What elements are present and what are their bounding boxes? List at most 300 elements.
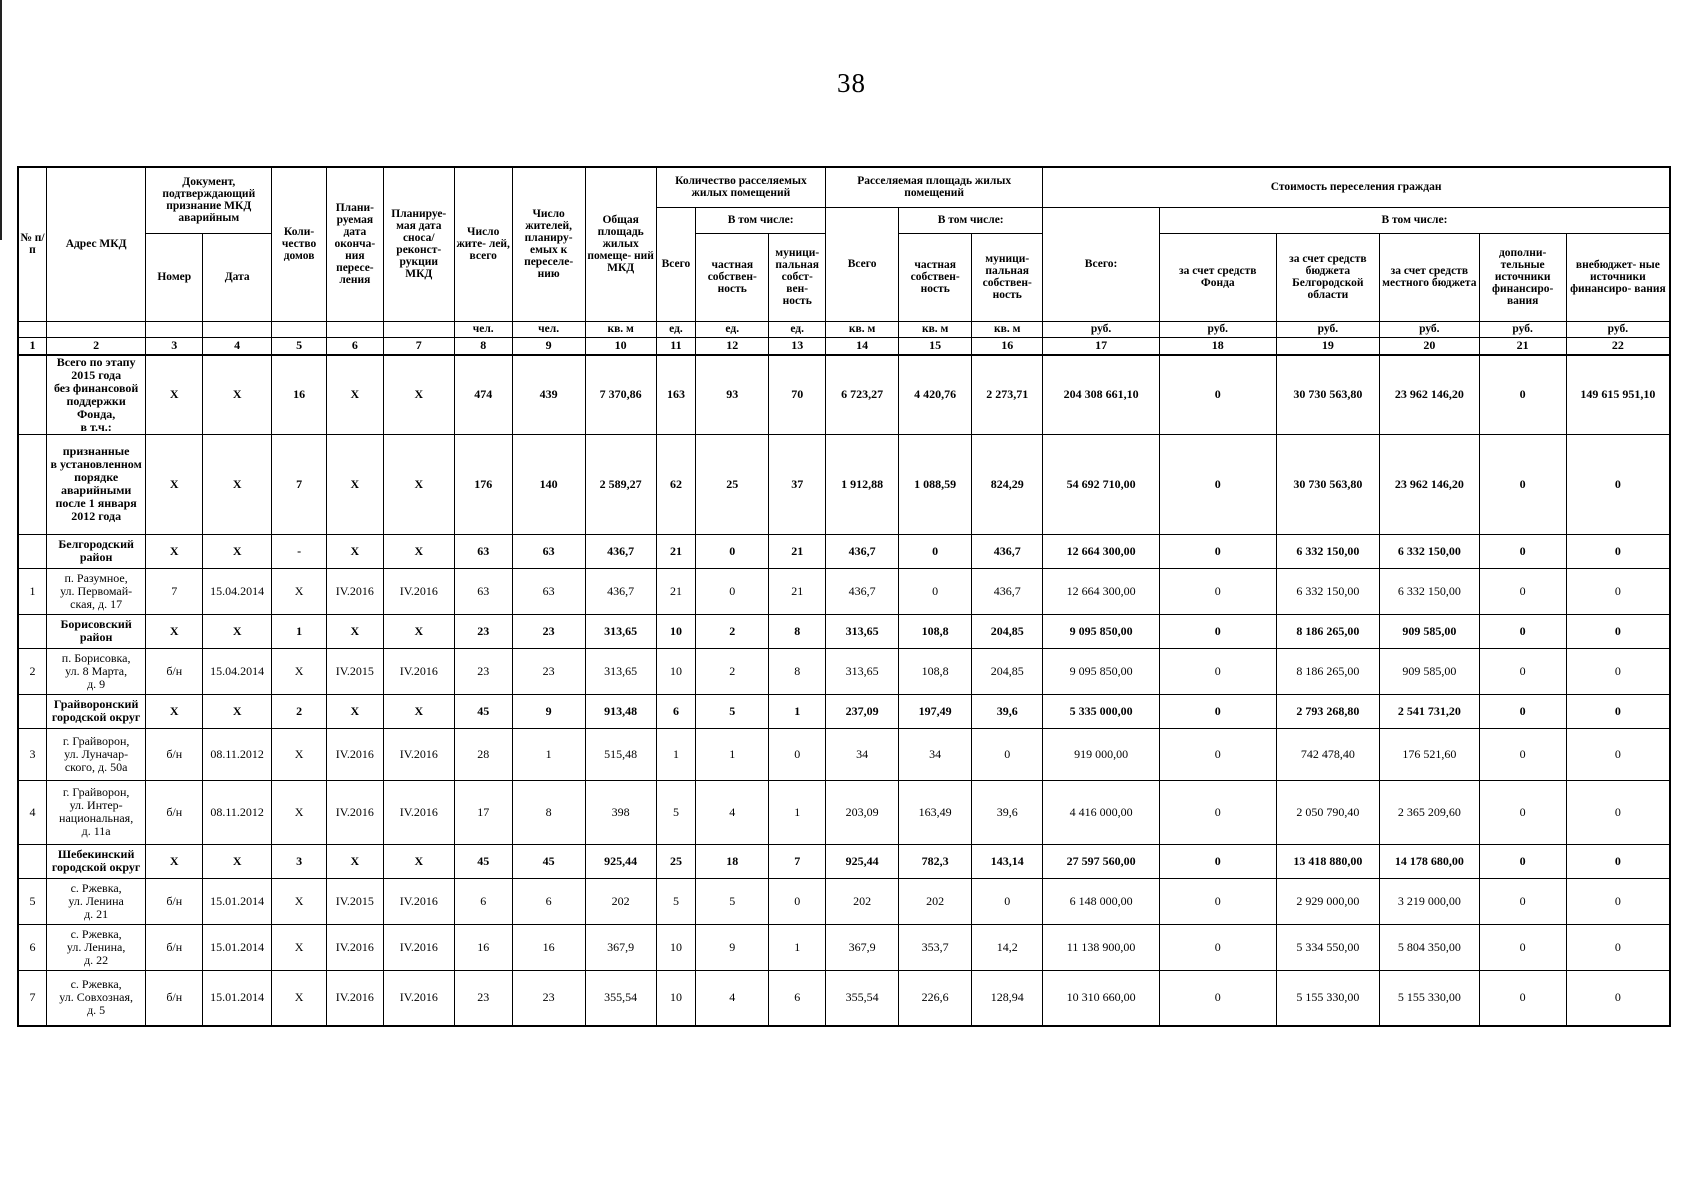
address-cell: г. Грайворон, ул. Интер- национальная, д. 11а: [46, 780, 145, 844]
table-cell: IV.2016: [326, 780, 383, 844]
table-row-subtotal: [18, 844, 1670, 878]
table-cell: X: [326, 355, 383, 435]
table-cell: 0: [1566, 434, 1670, 534]
table-cell: IV.2016: [326, 728, 383, 780]
table-cell: [18, 614, 46, 648]
header-planned-end: Плани- руемая дата оконча- ния пересе- ления: [326, 167, 383, 321]
table-cell: 5 334 550,00: [1276, 924, 1379, 970]
column-number: 19: [1276, 337, 1379, 355]
address-cell: с. Ржевка, ул. Ленина, д. 22: [46, 924, 145, 970]
table-cell: X: [203, 844, 272, 878]
header-cost-group: Стоимость переселения граждан: [1043, 167, 1670, 207]
table-cell: 23 962 146,20: [1380, 355, 1479, 435]
table-cell: X: [203, 614, 272, 648]
header-local: за счет средств местного бюджета: [1380, 233, 1479, 321]
table-cell: 8: [512, 780, 585, 844]
table-cell: IV.2016: [383, 648, 454, 694]
table-cell: 5 155 330,00: [1380, 970, 1479, 1026]
table-cell: 355,54: [585, 970, 656, 1026]
resettlement-table: [17, 166, 1671, 1027]
table-cell: 355,54: [826, 970, 899, 1026]
table-cell: 313,65: [585, 614, 656, 648]
unit-cell: [326, 321, 383, 337]
table-cell: 10: [656, 970, 696, 1026]
table-cell: б/н: [146, 728, 203, 780]
table-cell: 1 912,88: [826, 434, 899, 534]
unit-cell: кв. м: [826, 321, 899, 337]
column-number: 14: [826, 337, 899, 355]
table-cell: IV.2015: [326, 878, 383, 924]
column-number: 16: [972, 337, 1043, 355]
table-cell: 925,44: [585, 844, 656, 878]
table-cell: 204,85: [972, 648, 1043, 694]
table-row: [18, 970, 1670, 1026]
header-cost-incl: В том числе:: [1159, 207, 1670, 233]
table-cell: 25: [656, 844, 696, 878]
table-cell: 63: [454, 534, 512, 568]
table-cell: 0: [1159, 434, 1276, 534]
table-cell: 15.01.2014: [203, 924, 272, 970]
table-cell: 21: [656, 568, 696, 614]
table-cell: 15.01.2014: [203, 970, 272, 1026]
table-cell: 0: [1479, 614, 1566, 648]
table-cell: 21: [656, 534, 696, 568]
table-cell: 0: [1159, 614, 1276, 648]
table-cell: 4: [696, 970, 769, 1026]
table-cell: 12 664 300,00: [1043, 534, 1160, 568]
table-cell: 12 664 300,00: [1043, 568, 1160, 614]
table-cell: 0: [1159, 648, 1276, 694]
table-cell: 0: [972, 878, 1043, 924]
table-cell: 39,6: [972, 694, 1043, 728]
table-cell: IV.2016: [326, 568, 383, 614]
table-cell: [18, 355, 46, 435]
table-cell: 0: [1479, 694, 1566, 728]
table-cell: 0: [769, 728, 826, 780]
table-row: [18, 780, 1670, 844]
column-number: 8: [454, 337, 512, 355]
unit-cell: руб.: [1566, 321, 1670, 337]
table-cell: 3: [18, 728, 46, 780]
table-cell: 3: [272, 844, 327, 878]
unit-cell: ед.: [696, 321, 769, 337]
table-cell: 0: [1566, 844, 1670, 878]
table-cell: X: [272, 878, 327, 924]
table-cell: 0: [1159, 694, 1276, 728]
table-cell: 9: [512, 694, 585, 728]
column-number: 15: [899, 337, 972, 355]
table-cell: б/н: [146, 924, 203, 970]
table-cell: IV.2016: [383, 568, 454, 614]
table-cell: 909 585,00: [1380, 648, 1479, 694]
table-cell: 0: [1159, 780, 1276, 844]
table-cell: 0: [769, 878, 826, 924]
table-cell: 5: [656, 878, 696, 924]
table-cell: 0: [1479, 780, 1566, 844]
table-cell: б/н: [146, 780, 203, 844]
table-cell: 0: [1479, 568, 1566, 614]
table-cell: 6: [18, 924, 46, 970]
header-residents-total: Число жите- лей, всего: [454, 167, 512, 321]
table-cell: 8 186 265,00: [1276, 614, 1379, 648]
table-cell: 6 332 150,00: [1380, 568, 1479, 614]
unit-cell: руб.: [1380, 321, 1479, 337]
column-number: 9: [512, 337, 585, 355]
table-cell: 0: [1479, 878, 1566, 924]
table-cell: 25: [696, 434, 769, 534]
table-cell: X: [203, 434, 272, 534]
unit-cell: руб.: [1479, 321, 1566, 337]
table-cell: 4: [696, 780, 769, 844]
table-cell: X: [146, 694, 203, 728]
table-cell: 39,6: [972, 780, 1043, 844]
table-cell: [18, 844, 46, 878]
column-number: 4: [203, 337, 272, 355]
header-rooms-incl: В том числе:: [696, 207, 826, 233]
table-cell: 436,7: [972, 568, 1043, 614]
unit-cell: [383, 321, 454, 337]
table-cell: 2: [18, 648, 46, 694]
unit-cell: кв. м: [585, 321, 656, 337]
table-cell: 2: [696, 614, 769, 648]
table-cell: 63: [512, 534, 585, 568]
table-cell: 515,48: [585, 728, 656, 780]
table-cell: 436,7: [585, 568, 656, 614]
table-cell: IV.2016: [383, 878, 454, 924]
table-cell: 143,14: [972, 844, 1043, 878]
unit-cell: руб.: [1043, 321, 1160, 337]
header-area-municipal: муници- пальная собствен- ность: [972, 233, 1043, 321]
column-number: 22: [1566, 337, 1670, 355]
table-cell: 313,65: [585, 648, 656, 694]
table-cell: 108,8: [899, 614, 972, 648]
table-cell: 93: [696, 355, 769, 435]
table-cell: 6 723,27: [826, 355, 899, 435]
table-cell: X: [272, 728, 327, 780]
table-cell: 0: [1159, 924, 1276, 970]
table-cell: 10 310 660,00: [1043, 970, 1160, 1026]
table-cell: 4: [18, 780, 46, 844]
table-cell: 163,49: [899, 780, 972, 844]
table-cell: X: [146, 355, 203, 435]
column-number: 21: [1479, 337, 1566, 355]
table-cell: 34: [899, 728, 972, 780]
table-cell: IV.2016: [383, 970, 454, 1026]
table-cell: IV.2016: [326, 970, 383, 1026]
table-cell: 1: [696, 728, 769, 780]
table-cell: 436,7: [826, 568, 899, 614]
table-cell: 108,8: [899, 648, 972, 694]
table-cell: 202: [826, 878, 899, 924]
header-rooms-all: Всего: [656, 207, 696, 321]
table-cell: 62: [656, 434, 696, 534]
table-cell: 45: [454, 844, 512, 878]
table-cell: 2: [696, 648, 769, 694]
address-cell: п. Разумное, ул. Первомай- ская, д. 17: [46, 568, 145, 614]
table-cell: 45: [512, 844, 585, 878]
unit-cell: кв. м: [972, 321, 1043, 337]
table-cell: 14,2: [972, 924, 1043, 970]
table-cell: 23: [512, 970, 585, 1026]
table-cell: 436,7: [972, 534, 1043, 568]
table-body: [18, 355, 1670, 1027]
table-row-subtotal: [18, 434, 1670, 534]
table-cell: 16: [454, 924, 512, 970]
table-cell: [18, 434, 46, 534]
column-number: 2: [46, 337, 145, 355]
table-cell: X: [383, 844, 454, 878]
table-cell: X: [272, 924, 327, 970]
table-cell: 237,09: [826, 694, 899, 728]
header-rooms-group: Количество расселяемых жилых помещений: [656, 167, 825, 207]
table-cell: 08.11.2012: [203, 780, 272, 844]
table-cell: 37: [769, 434, 826, 534]
table-cell: X: [383, 694, 454, 728]
table-cell: 0: [1479, 844, 1566, 878]
table-cell: 2 273,71: [972, 355, 1043, 435]
column-number: 18: [1159, 337, 1276, 355]
table-cell: 0: [1159, 970, 1276, 1026]
table-cell: IV.2016: [326, 924, 383, 970]
table-cell: 21: [769, 568, 826, 614]
table-cell: 367,9: [826, 924, 899, 970]
table-cell: 7: [18, 970, 46, 1026]
unit-cell: ед.: [656, 321, 696, 337]
table-cell: 0: [1479, 534, 1566, 568]
table-cell: 23: [454, 970, 512, 1026]
unit-cell: [18, 321, 46, 337]
table-cell: 63: [512, 568, 585, 614]
table-cell: 63: [454, 568, 512, 614]
table-cell: X: [272, 780, 327, 844]
table-cell: 10: [656, 614, 696, 648]
table-cell: IV.2016: [383, 924, 454, 970]
table-cell: б/н: [146, 878, 203, 924]
table-cell: X: [326, 534, 383, 568]
table-cell: 367,9: [585, 924, 656, 970]
header-regional: за счет средств бюджета Белгородской области: [1276, 233, 1379, 321]
table-cell: 6: [769, 970, 826, 1026]
table-cell: 13 418 880,00: [1276, 844, 1379, 878]
table-cell: 6: [454, 878, 512, 924]
table-row-subtotal: [18, 694, 1670, 728]
address-cell: Всего по этапу 2015 года без финансовой поддержки Фонда, в т.ч.:: [46, 355, 145, 435]
table-cell: 176 521,60: [1380, 728, 1479, 780]
table-cell: 202: [585, 878, 656, 924]
table-cell: 2 050 790,40: [1276, 780, 1379, 844]
table-cell: IV.2016: [383, 780, 454, 844]
address-cell: Шебекинский городской округ: [46, 844, 145, 878]
table-cell: X: [383, 355, 454, 435]
table-cell: X: [146, 434, 203, 534]
table-cell: 7: [769, 844, 826, 878]
table-cell: 0: [1566, 924, 1670, 970]
page-edge-line: [0, 0, 2, 240]
table-row: [18, 924, 1670, 970]
table-cell: X: [146, 534, 203, 568]
table-cell: 0: [1159, 878, 1276, 924]
units-row: [18, 321, 1670, 337]
table-cell: 0: [1479, 355, 1566, 435]
table-cell: 140: [512, 434, 585, 534]
table-cell: 0: [972, 728, 1043, 780]
unit-cell: [146, 321, 203, 337]
table-cell: X: [383, 534, 454, 568]
table-cell: X: [326, 614, 383, 648]
table-cell: 925,44: [826, 844, 899, 878]
unit-cell: [46, 321, 145, 337]
table-cell: 353,7: [899, 924, 972, 970]
table-cell: 0: [696, 568, 769, 614]
table-cell: 2 589,27: [585, 434, 656, 534]
header-residents-planned: Число жителей, планиру- емых к переселе- нию: [512, 167, 585, 321]
column-number: 17: [1043, 337, 1160, 355]
table-cell: 0: [1159, 568, 1276, 614]
table-cell: 919 000,00: [1043, 728, 1160, 780]
header-rooms-private: частная собствен- ность: [696, 233, 769, 321]
table-cell: 436,7: [826, 534, 899, 568]
column-number: 13: [769, 337, 826, 355]
table-cell: 2 929 000,00: [1276, 878, 1379, 924]
table-cell: 128,94: [972, 970, 1043, 1026]
table-cell: X: [383, 434, 454, 534]
table-cell: 824,29: [972, 434, 1043, 534]
table-row: [18, 728, 1670, 780]
table-cell: 5 335 000,00: [1043, 694, 1160, 728]
column-numbers-row: [18, 337, 1670, 355]
table-cell: 0: [1479, 970, 1566, 1026]
table-row: [18, 878, 1670, 924]
table-cell: 16: [512, 924, 585, 970]
table-cell: 439: [512, 355, 585, 435]
table-cell: 1: [769, 694, 826, 728]
table-cell: б/н: [146, 648, 203, 694]
table-cell: 1: [769, 924, 826, 970]
table-cell: 23: [454, 648, 512, 694]
unit-cell: ед.: [769, 321, 826, 337]
table-cell: 08.11.2012: [203, 728, 272, 780]
table-cell: 163: [656, 355, 696, 435]
table-cell: 1 088,59: [899, 434, 972, 534]
column-number: 20: [1380, 337, 1479, 355]
table-cell: 0: [1159, 355, 1276, 435]
header-doc-date: Дата: [203, 233, 272, 321]
table-cell: 2 541 731,20: [1380, 694, 1479, 728]
table-cell: 5 804 350,00: [1380, 924, 1479, 970]
table-cell: X: [383, 614, 454, 648]
header-area-incl: В том числе:: [899, 207, 1043, 233]
column-number: 7: [383, 337, 454, 355]
table-cell: 9 095 850,00: [1043, 614, 1160, 648]
table-cell: 0: [696, 534, 769, 568]
unit-cell: чел.: [454, 321, 512, 337]
table-cell: 7 370,86: [585, 355, 656, 435]
table-cell: 10: [656, 924, 696, 970]
table-cell: 8: [769, 648, 826, 694]
table-cell: 45: [454, 694, 512, 728]
table-cell: 0: [1566, 648, 1670, 694]
table-cell: X: [272, 568, 327, 614]
table-cell: 0: [1479, 924, 1566, 970]
column-number: 1: [18, 337, 46, 355]
table-cell: 9 095 850,00: [1043, 648, 1160, 694]
column-number: 11: [656, 337, 696, 355]
header-houses-count: Коли- чество домов: [272, 167, 327, 321]
table-cell: 0: [1566, 694, 1670, 728]
table-cell: X: [272, 970, 327, 1026]
address-cell: с. Ржевка, ул. Совхозная, д. 5: [46, 970, 145, 1026]
table-cell: X: [326, 694, 383, 728]
header-document: Документ, подтверждающий признание МКД аварийным: [146, 167, 272, 233]
table-cell: 5: [656, 780, 696, 844]
table-cell: 15.04.2014: [203, 568, 272, 614]
table-row: [18, 648, 1670, 694]
table-cell: 23: [454, 614, 512, 648]
table-cell: 2 365 209,60: [1380, 780, 1479, 844]
table-cell: 204,85: [972, 614, 1043, 648]
header-total-area: Общая площадь жилых помеще- ний МКД: [585, 167, 656, 321]
table-cell: 4 416 000,00: [1043, 780, 1160, 844]
table-cell: 1: [512, 728, 585, 780]
table-row-subtotal: [18, 534, 1670, 568]
header-doc-number: Номер: [146, 233, 203, 321]
table-cell: [18, 534, 46, 568]
table-cell: 34: [826, 728, 899, 780]
table-cell: X: [203, 534, 272, 568]
column-number: 10: [585, 337, 656, 355]
table-cell: 6: [656, 694, 696, 728]
address-cell: г. Грайворон, ул. Луначар- ского, д. 50а: [46, 728, 145, 780]
table-cell: X: [326, 434, 383, 534]
table-cell: 27 597 560,00: [1043, 844, 1160, 878]
table-cell: 3 219 000,00: [1380, 878, 1479, 924]
table-cell: 0: [1566, 614, 1670, 648]
table-cell: 8: [769, 614, 826, 648]
table-cell: X: [146, 844, 203, 878]
table-cell: 5: [696, 878, 769, 924]
address-cell: Белгородский район: [46, 534, 145, 568]
table-cell: 30 730 563,80: [1276, 434, 1379, 534]
table-cell: 18: [696, 844, 769, 878]
table-cell: 6 148 000,00: [1043, 878, 1160, 924]
table-cell: 176: [454, 434, 512, 534]
address-cell: признанные в установленном порядке аварийными после 1 января 2012 года: [46, 434, 145, 534]
table-cell: 0: [1566, 970, 1670, 1026]
header-no: № п/п: [18, 167, 46, 321]
table-cell: 15.04.2014: [203, 648, 272, 694]
table-cell: X: [326, 844, 383, 878]
table-cell: 1: [656, 728, 696, 780]
table-cell: 1: [272, 614, 327, 648]
table-cell: 0: [1566, 780, 1670, 844]
table-cell: 8 186 265,00: [1276, 648, 1379, 694]
table-cell: 0: [899, 534, 972, 568]
table-cell: 313,65: [826, 614, 899, 648]
address-cell: с. Ржевка, ул. Ленина д. 21: [46, 878, 145, 924]
table-cell: 5: [18, 878, 46, 924]
table-cell: 1: [18, 568, 46, 614]
header-planned-demolition: Планируе- мая дата сноса/ реконст- рукции МКД: [383, 167, 454, 321]
table-row-subtotal: [18, 614, 1670, 648]
page-number: 38: [837, 68, 866, 98]
table-cell: 21: [769, 534, 826, 568]
table-cell: 23 962 146,20: [1380, 434, 1479, 534]
table-cell: 0: [1479, 648, 1566, 694]
table-cell: 0: [1159, 728, 1276, 780]
table-cell: 474: [454, 355, 512, 435]
table-cell: 0: [1566, 534, 1670, 568]
table-cell: 0: [899, 568, 972, 614]
